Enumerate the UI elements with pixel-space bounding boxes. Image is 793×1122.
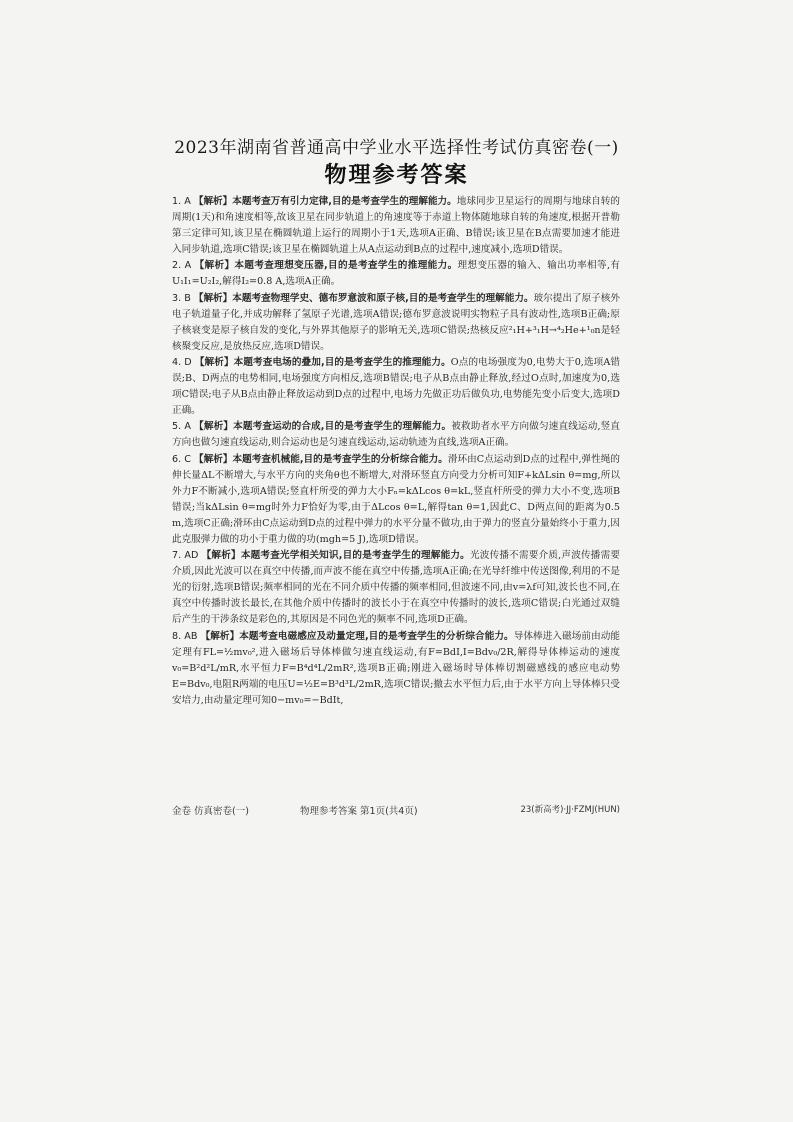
analysis-tag: 【解析】 — [194, 260, 235, 272]
answer-intro: 本题考查光学相关知识,目的是考查学生的理解能力。 — [240, 550, 470, 562]
analysis-tag: 【解析】 — [194, 356, 234, 368]
footer-series: 金卷 仿真密卷(一) — [172, 806, 249, 817]
answer-list — [172, 194, 620, 709]
analysis-tag: 【解析】 — [193, 196, 233, 207]
answer-number: 7. AD — [172, 550, 199, 562]
answer-number: 2. A — [172, 260, 192, 272]
answer-text: 地球同步卫星运行的周期与地球自转的周期(1天)和角速度相等,故该卫星在同步轨道上的角速度等于赤道上物体随地球自转的角速度,根据开普勒第三定律可知,该卫星在椭圆轨道上运行的周期小于1天,选项A正确、B错误;该卫星在B点需要加速才能进入同步轨道,选项C错误;该卫星在椭圆轨道上从A点运动到B点的过程中,速度减小,选项D错误。 — [172, 196, 620, 256]
answer-text: O点的电场强度为0,电势大于0,选项A错误;B、D两点的电势相同,电场强度方向相反,选项B错误;电子从B点由静止释放,经过O点时,加速度为0,选项C错误;电子从B点由静止释放运动到D点的过程中,电场力先做正功后做负功,电势能先变小后变大,选项D正确。 — [172, 356, 620, 417]
answer-text: 被救助者水平方向做匀速直线运动,竖直方向也做匀速直线运动,则合运动也是匀速直线运动,运动轨迹为直线,选项A正确。 — [172, 421, 620, 449]
answer-intro: 本题考查物理学史、德布罗意波和原子核,目的是考查学生的理解能力。 — [232, 292, 534, 304]
answer-intro: 本题考查理想变压器,目的是考查学生的推理能力。 — [234, 260, 458, 272]
answer-text: 理想变压器的输入、输出功率相等,有U₁I₁=U₂I₂,解得I₂=0.8 A,选项A正确。 — [172, 260, 620, 288]
footer-code: 23(新高考)·JJ·FZMJ(HUN) — [520, 805, 620, 815]
analysis-tag: 【解析】 — [193, 292, 233, 304]
analysis-tag: 【解析】 — [194, 421, 234, 433]
answer-number: 1. A — [172, 196, 191, 207]
answer-intro: 本题考查运动的合成,目的是考查学生的理解能力。 — [233, 421, 452, 433]
answer-item — [172, 452, 620, 549]
answer-number: 4. D — [172, 356, 192, 368]
answer-item — [172, 194, 620, 258]
answer-item — [172, 258, 620, 290]
answer-intro: 本题考查电场的叠加,目的是考查学生的推理能力。 — [233, 356, 451, 368]
answer-number: 6. C — [172, 453, 191, 465]
answer-item — [172, 355, 620, 419]
answer-text: 导体棒进入磁场前由动能定理有FL=½mv₀²,进入磁场后导体棒做匀速直线运动,有F=BdI,I=Bdv₀/2R,解得导体棒运动的速度v₀=B²d²L/mR,水平恒力F=B⁴d⁴L/2mR²,选项B正确;刚进入磁场时导体棒切割磁感线的感应电动势E=Bdv₀,电阻R两端的电压U=½E=B³d³L/2mR,选项C错误;撤去水平恒力后,由于水平方向上导体棒只受安培力,由动量定理可知0−mv₀=−BdIt, — [172, 630, 621, 706]
answer-intro: 本题考查万有引力定律,目的是考查学生的理解能力。 — [232, 196, 457, 207]
answer-text: 滑环由C点运动到D点的过程中,弹性绳的伸长量ΔL不断增大,与水平方向的夹角θ也不断增大,对滑环竖直方向受力分析可知F+kΔLsin θ=mg,所以外力F不断减小,选项A错误;竖直杆所受的弹力大小Fₙ=kΔLcos θ=kL,竖直杆所受的弹力大小不变,选项B错误;当kΔLsin θ=mg时外力F恰好为零,由于ΔLcos θ=L,解得tan θ=1,因此C、D两点间的距离为0.5 m,选项C正确;滑环由C点运动到D点的过程中弹力的水平分量不做功,由于弹力的竖直分量始终小于重力,因此克服弹力做的功小于重力做的功(mgh=5 J),选项D错误。 — [172, 453, 621, 545]
answer-text: 光波传播不需要介质,声波传播需要介质,因此光波可以在真空中传播,而声波不能在真空中传播,选项A正确;在光导纤维中传送图像,利用的不是光的衍射,选项B错误;频率相同的光在不同介质中传播的频率相同,但波速不同,由v=λf可知,波长也不同,在真空中传播时波长最长,在其他介质中传播时的波长小于在真空中传播时的波长,选项C错误;白光通过双缝后产生的干涉条纹是彩色的,其原因是不同色光的频率不同,选项D正确。 — [172, 550, 620, 626]
analysis-tag: 【解析】 — [194, 453, 233, 465]
exam-title: 2023年湖南省普通高中学业水平选择性考试仿真密卷(一) — [174, 138, 619, 158]
answer-number: 8. AB — [172, 630, 198, 642]
answer-item — [172, 629, 620, 709]
analysis-tag: 【解析】 — [201, 550, 241, 562]
answer-number: 3. B — [172, 292, 191, 304]
answer-item — [172, 548, 620, 628]
answer-intro: 本题考查电磁感应及动量定理,目的是考查学生的分析综合能力。 — [239, 630, 514, 642]
page-footer — [172, 803, 620, 817]
footer-page-info: 物理参考答案 第1页(共4页) — [300, 806, 418, 817]
answer-item — [172, 291, 620, 355]
answer-key-title: 物理参考答案 — [324, 163, 469, 188]
answer-text: 玻尔提出了原子核外电子轨道量子化,并成功解释了氢原子光谱,选项A错误;德布罗意波说明实物粒子具有波动性,选项B正确;原子核衰变是原子核自发的变化,与外界其他原子的影响无关,选项C错误;热核反应²₁H+³₁H→⁴₂He+¹₀n是轻核聚变反应,是放热反应,选项D错误。 — [172, 292, 620, 352]
answer-item — [172, 419, 620, 451]
answer-number: 5. A — [172, 421, 191, 433]
analysis-tag: 【解析】 — [200, 630, 240, 642]
answer-intro: 本题考查机械能,目的是考查学生的分析综合能力。 — [232, 453, 448, 465]
